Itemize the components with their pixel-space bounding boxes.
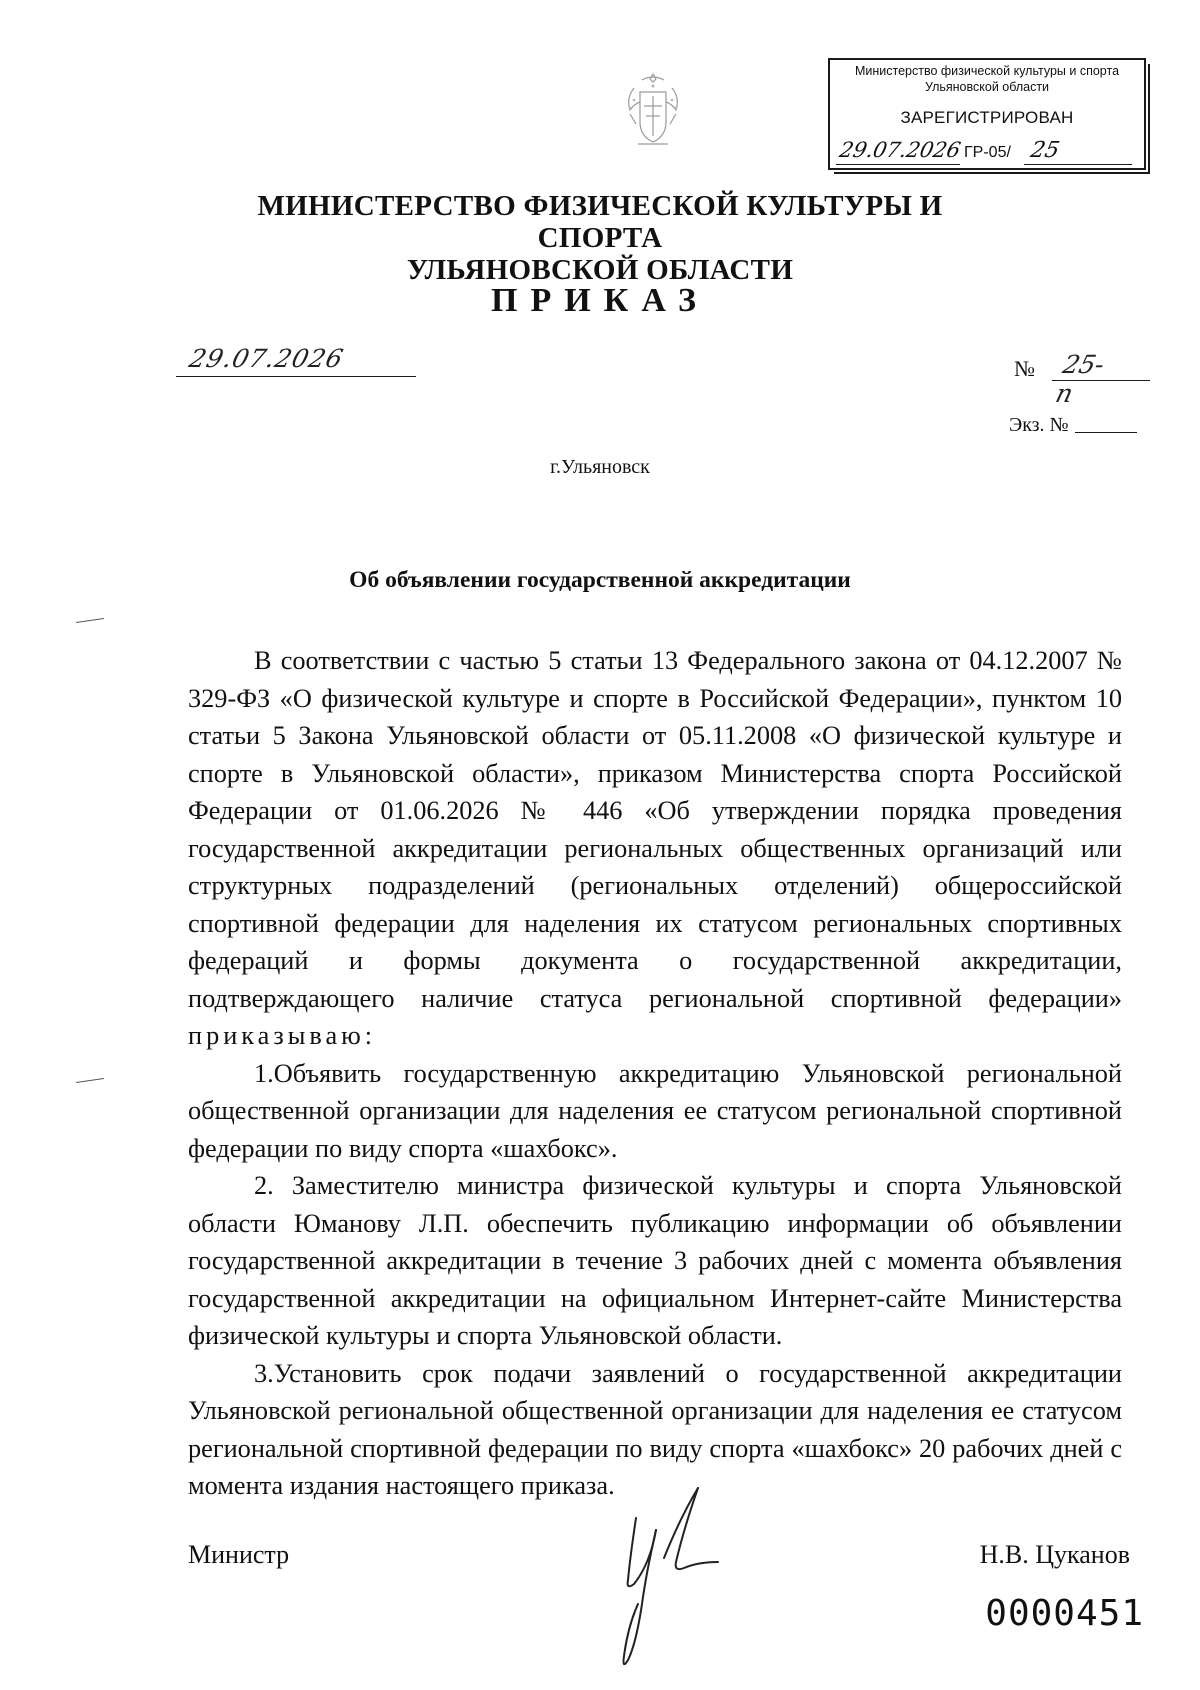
number-sign: № [1014, 356, 1035, 381]
stamp-status: ЗАРЕГИСТРИРОВАН [900, 108, 1074, 127]
order-date-field [176, 346, 416, 377]
order-number: 25-п [1052, 350, 1108, 408]
copy-label: Экз. № [1009, 414, 1069, 436]
document-type: ПРИКАЗ [491, 282, 709, 319]
scan-mark [76, 618, 104, 623]
body-item-2: 2. Заместителю министра физической культуры и спорта Ульяновской области Юманову Л.П. обеспечить публикацию информации об объявлении государственной аккредитации в течение 3 рабочих дней с момента объявления государственной аккредитации на официальном Интернет-сайте Министерства физической культуры и спорта Ульяновской области. [188, 1171, 1122, 1350]
scan-mark [76, 1078, 104, 1083]
stamp-number: 25 [1028, 138, 1062, 163]
order-subject: Об объявлении государственной аккредитации [349, 567, 851, 593]
form-serial-number: 0000451 [985, 1593, 1144, 1634]
city: г.Ульяновск [550, 456, 650, 478]
signatory-name: Н.В. Цуканов [979, 1540, 1130, 1569]
body-item-1: 1.Объявить государственную аккредитацию Ульяновской региональной общественной организации для наделения ее статусом региональной спортивной федерации по виду спорта «шахбокс». [188, 1058, 1122, 1163]
order-word: приказываю: [188, 1021, 377, 1050]
stamp-registration-line [836, 140, 1138, 166]
stamp-prefix: ГР-05/ [964, 144, 1011, 161]
signatory-position: Министр [188, 1540, 290, 1569]
signature-icon [612, 1480, 742, 1670]
ministry-heading [200, 190, 1000, 286]
stamp-date: 29.07.2026 [837, 138, 963, 162]
stamp-organization: Министерство физической культуры и спорта Ульяновской области [854, 64, 1120, 94]
coat-of-arms-icon [620, 70, 686, 150]
body-intro: В соответствии с частью 5 статьи 13 Федерального закона от 04.12.2007 № 329-ФЗ «О физической культуре и спорте в Российской Федерации», пунктом 10 статьи 5 Закона Ульяновской области от 05.11.2008 «О физической культуре и спорте в Ульяновской области», приказом Министерства спорта Российской Федерации от 01.06.2026 № 446 «Об утверждении порядка проведения государственной аккредитации региональных общественных организаций или структурных подразделений (региональных отделений) общероссийской спортивной федерации для наделения их статусом региональных спортивных федераций и формы документа о государственной аккредитации, подтверждающего наличие статуса региональной спортивной федерации» приказываю: [188, 646, 1122, 1050]
ministry-line-1: МИНИСТЕРСТВО ФИЗИЧЕСКОЙ КУЛЬТУРЫ И СПОРТА [257, 190, 943, 254]
copy-number-field [1009, 414, 1137, 437]
ministry-line-2: УЛЬЯНОВСКОЙ ОБЛАСТИ [406, 254, 794, 286]
order-body [188, 642, 1122, 1505]
order-date: 29.07.2026 [186, 344, 347, 373]
registration-stamp [828, 58, 1146, 170]
body-item-3: 3.Установить срок подачи заявлений о государственной аккредитации Ульяновской региональной общественной организации для наделения ее статусом региональной спортивной федерации по виду спорта «шахбокс» 20 рабочих дней с момента издания настоящего приказа. [188, 1358, 1122, 1500]
